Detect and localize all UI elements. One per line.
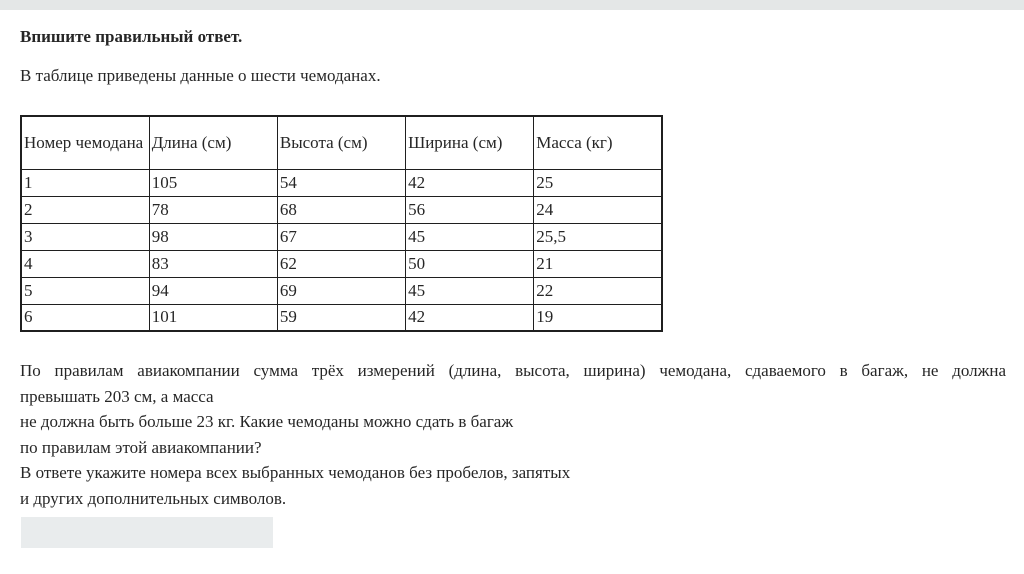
column-header: Длина (см) — [149, 116, 277, 169]
table-cell: 50 — [406, 250, 534, 277]
table-cell: 62 — [277, 250, 405, 277]
question-line: по правилам этой авиакомпании? — [20, 437, 262, 457]
table-cell: 59 — [277, 304, 405, 331]
table-row — [21, 196, 662, 223]
answer-input[interactable] — [21, 517, 273, 548]
table-cell: 6 — [21, 304, 149, 331]
table-row — [21, 223, 662, 250]
table-cell: 67 — [277, 223, 405, 250]
suitcase-table — [20, 115, 663, 332]
question-line: не должна быть больше 23 кг. Какие чемоданы можно сдать в багаж — [20, 412, 514, 431]
table-cell: 56 — [406, 196, 534, 223]
question-line: и других дополнительных символов. — [20, 488, 287, 508]
table-row — [21, 250, 662, 277]
table-row — [21, 304, 662, 331]
table-cell: 68 — [277, 196, 405, 223]
table-cell: 25,5 — [534, 223, 662, 250]
column-header: Ширина (см) — [406, 116, 534, 169]
table-cell: 105 — [149, 169, 277, 196]
table-cell: 45 — [406, 223, 534, 250]
column-header: Высота (см) — [277, 116, 405, 169]
table-cell: 78 — [149, 196, 277, 223]
table-cell: 54 — [277, 169, 405, 196]
column-header: Номер чемодана — [21, 116, 149, 169]
table-cell: 98 — [149, 223, 277, 250]
table-row — [21, 169, 662, 196]
table-cell: 24 — [534, 196, 662, 223]
table-row — [21, 277, 662, 304]
table-cell: 42 — [406, 169, 534, 196]
question-line: превышать 203 см, а масса — [20, 386, 214, 406]
table-cell: 69 — [277, 277, 405, 304]
table-cell: 3 — [21, 223, 149, 250]
table-cell: 21 — [534, 250, 662, 277]
question-text — [20, 358, 1006, 511]
table-header-row — [21, 116, 662, 169]
table-cell: 4 — [21, 250, 149, 277]
table-cell: 45 — [406, 277, 534, 304]
table-cell: 2 — [21, 196, 149, 223]
question-area — [0, 10, 1024, 548]
table-cell: 94 — [149, 277, 277, 304]
table-cell: 25 — [534, 169, 662, 196]
table-cell: 1 — [21, 169, 149, 196]
table-cell: 5 — [21, 277, 149, 304]
table-cell: 22 — [534, 277, 662, 304]
question-line: По правилам авиакомпании сумма трёх измерений (длина, высота, ширина) чемодана, сдаваемого в багаж, не должна — [20, 361, 1006, 380]
question-line: В ответе укажите номера всех выбранных чемоданов без пробелов, запятых — [20, 463, 571, 482]
intro-text: В таблице приведены данные о шести чемоданах. — [20, 66, 381, 85]
column-header: Масса (кг) — [534, 116, 662, 169]
top-bar — [0, 0, 1024, 10]
table-cell: 101 — [149, 304, 277, 331]
table-cell: 19 — [534, 304, 662, 331]
table-cell: 42 — [406, 304, 534, 331]
table-cell: 83 — [149, 250, 277, 277]
task-prompt: Впишите правильный ответ. — [20, 27, 243, 46]
